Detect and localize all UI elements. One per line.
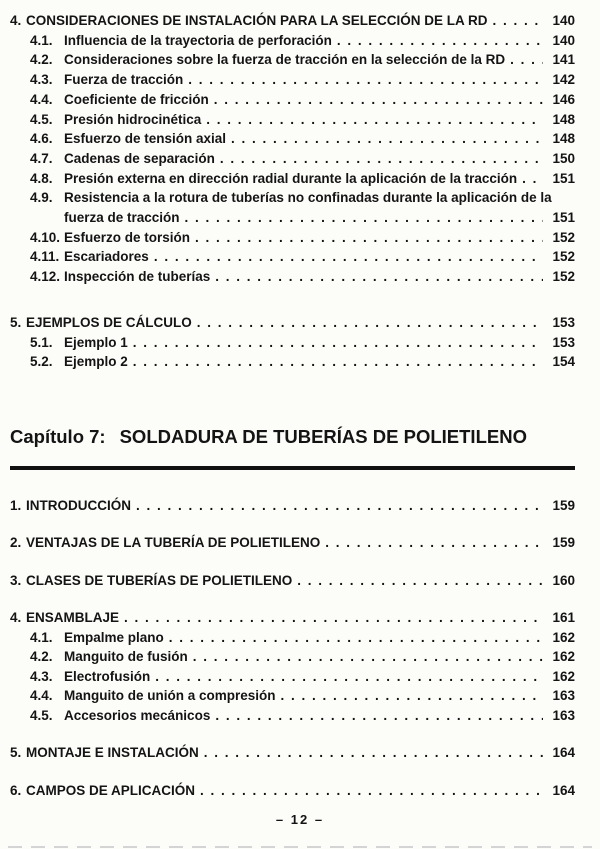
entry-number: 5.2. [30,354,53,370]
dot-leader [197,313,543,333]
entry-title: Manguito de unión a compresión [64,688,276,704]
dot-leader [325,533,543,553]
toc-entry [10,533,575,553]
entry-page-number: 152 [552,249,575,265]
dot-leader [155,667,543,687]
toc-entry [10,608,575,628]
toc-entry [10,110,575,130]
entry-title: Coeficiente de fricción [64,91,209,107]
dot-leader [215,267,543,287]
entry-page-number: 159 [552,497,575,513]
toc-entry [10,628,575,648]
toc-entry [10,90,575,110]
entry-page-number: 162 [552,668,575,684]
chapter-heading [10,426,575,448]
entry-number: 4.12. [30,269,61,285]
entry-page-number: 159 [552,535,575,551]
entry-page-number: 148 [552,111,575,127]
toc-entry [10,706,575,726]
toc-entry [10,228,575,248]
entry-page-number: 150 [552,150,575,166]
entry-title: Accesorios mecánicos [64,707,211,723]
entry-title: EJEMPLOS DE CÁLCULO [26,314,192,330]
dot-leader [206,110,543,130]
entry-page-number: 164 [552,745,575,761]
dot-leader [214,90,543,110]
entry-page-number: 153 [552,334,575,350]
entry-number: 4.9. [30,190,53,206]
entry-page-number: 140 [552,13,575,28]
entry-title: Esfuerzo de torsión [64,229,191,245]
dot-leader [337,31,543,51]
toc-entry [10,11,575,31]
entry-number: 4.8. [30,170,53,186]
entry-number: 4.6. [30,131,53,147]
toc-section-chapter7 [10,496,575,801]
entry-title: CONSIDERACIONES DE INSTALACIÓN PARA LA SELECCIÓN DE LA RD [26,13,488,28]
toc-entry [10,31,575,51]
entry-title: Ejemplo 1 [64,334,128,350]
entry-title: Electrofusión [64,668,151,684]
entry-title: Ejemplo 2 [64,354,128,370]
toc-entry [10,169,575,189]
entry-title: CAMPOS DE APLICACIÓN [26,782,196,798]
entry-page-number: 151 [552,170,575,186]
entry-number: 4.3. [30,72,53,88]
entry-number: 4.11. [30,249,60,265]
toc-entry [10,571,575,591]
toc-entry [10,50,575,70]
entry-title: Manguito de fusión [64,649,188,665]
toc-entry [10,667,575,687]
chapter-number-label: Capítulo 7: [10,425,106,447]
entry-page-number: 146 [552,91,575,107]
entry-page-number: 162 [552,629,575,645]
dot-leader [493,11,543,31]
entry-number: 3. [10,572,22,588]
toc-entry [10,129,575,149]
toc-entry [10,743,575,763]
entry-number: 4.7. [30,150,53,166]
dot-leader [185,208,543,228]
entry-number: 4. [10,610,22,626]
entry-page-number: 151 [552,210,575,226]
dot-leader [297,571,543,591]
page-number-footer: – 12 – [275,812,325,827]
toc-entry [10,267,575,287]
toc-entry [10,188,575,208]
entry-title: fuerza de tracción [64,210,180,226]
entry-number: 4. [10,13,22,28]
chapter-divider-rule [10,466,575,470]
entry-page-number: 148 [552,131,575,147]
dot-leader [133,333,543,353]
entry-page-number: 163 [552,688,575,704]
toc-section-chapter6-continued [10,11,575,372]
entry-title: Presión hidrocinética [64,111,202,127]
dot-leader [193,647,543,667]
entry-number: 4.2. [30,649,53,665]
entry-title: Consideraciones sobre la fuerza de tracción en la selección de la RD [64,52,506,68]
entry-title: CLASES DE TUBERÍAS DE POLIETILENO [26,572,293,588]
entry-title: VENTAJAS DE LA TUBERÍA DE POLIETILENO [26,535,321,551]
entry-number: 4.2. [30,52,53,68]
dot-leader [136,496,543,516]
dot-leader [220,149,543,169]
entry-number: 6. [10,782,22,798]
toc-entry [10,352,575,372]
dot-leader [195,228,543,248]
entry-page-number: 160 [552,572,575,588]
entry-page-number: 161 [552,610,575,626]
entry-number: 4.4. [30,688,53,704]
entry-title: Presión externa en dirección radial durante la aplicación de la tracción [64,170,518,186]
toc-entry [10,313,575,333]
toc-entry [10,781,575,801]
entry-number: 5. [10,745,22,761]
dot-leader [133,352,543,372]
dot-leader [510,50,543,70]
entry-title: Resistencia a la rotura de tuberías no confinadas durante la aplicación de la [64,190,552,206]
entry-number: 4.5. [30,707,53,723]
toc-entry [10,686,575,706]
entry-title: Escariadores [64,249,149,265]
entry-title: Empalme plano [64,629,164,645]
entry-number: 4.1. [30,629,53,645]
entry-page-number: 152 [552,269,575,285]
toc-entry [10,247,575,267]
entry-page-number: 163 [552,707,575,723]
dot-leader [169,628,543,648]
entry-title: Esfuerzo de tensión axial [64,131,227,147]
dot-leader [522,169,543,189]
entry-title: Influencia de la trayectoria de perforación [64,32,332,48]
entry-number: 5.1. [30,334,53,350]
entry-title: Fuerza de tracción [64,72,184,88]
entry-number: 4.5. [30,111,53,127]
dot-leader [200,781,543,801]
entry-number: 4.4. [30,91,53,107]
entry-page-number: 152 [552,229,575,245]
entry-number: 1. [10,497,22,513]
toc-entry [10,149,575,169]
entry-title: ENSAMBLAJE [26,610,120,626]
entry-page-number: 162 [552,649,575,665]
entry-page-number: 164 [552,782,575,798]
entry-number: 4.1. [30,32,53,48]
dot-leader [188,70,543,90]
toc-entry-continuation [10,208,575,228]
dot-leader [154,247,543,267]
entry-page-number: 153 [552,314,575,330]
toc-entry [10,333,575,353]
dot-leader [231,129,543,149]
dot-leader [215,706,543,726]
entry-page-number: 154 [552,354,575,370]
entry-title: Inspección de tuberías [64,269,211,285]
toc-entry [10,647,575,667]
entry-page-number: 142 [552,72,575,88]
dot-leader [281,686,543,706]
entry-number: 4.3. [30,668,53,684]
toc-entry [10,496,575,516]
dot-leader [124,608,543,628]
entry-page-number: 141 [552,52,575,68]
entry-number: 5. [10,314,22,330]
entry-title: Cadenas de separación [64,150,215,166]
entry-page-number: 140 [552,32,575,48]
scan-edge-artifact [8,846,592,848]
entry-number: 2. [10,535,22,551]
dot-leader [204,743,543,763]
entry-title: MONTAJE E INSTALACIÓN [26,745,199,761]
chapter-title: SOLDADURA DE TUBERÍAS DE POLIETILENO [119,425,527,447]
toc-entry [10,70,575,90]
entry-number: 4.10. [30,229,61,245]
entry-title: INTRODUCCIÓN [26,497,131,513]
